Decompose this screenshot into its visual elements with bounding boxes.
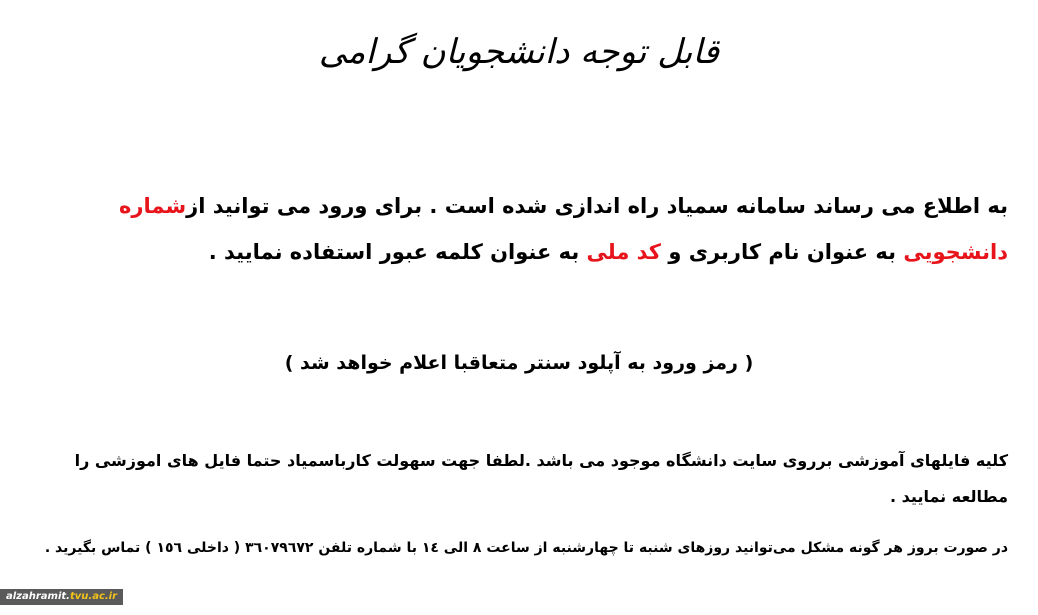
site-watermark [0,589,123,605]
student-number-highlight: شماره دانشجویی [119,194,1008,264]
instructions-text-part3: به عنوان کلمه عبور استفاده نمایید . [208,240,587,264]
contact-info-paragraph: در صورت بروز هر گونه مشکل می‌توانید روزهای شنبه تا چهارشنبه از ساعت ۸ الی ۱٤ با شماره تلفن ۳٦۰۷۹٦۷۲ ( داخلی ۱٥٦ ) تماس بگیرید . [44,540,1008,556]
upload-center-notice: ( رمز ورود به آپلود سنتر متعاقبا اعلام خواهد شد ) [284,352,754,374]
login-instructions-paragraph [20,183,1008,275]
watermark-prefix: alzahramit. [6,591,70,602]
instructions-text-part1: به اطلاع می رساند سامانه سمیاد راه اندازی شده است . برای ورود می توانید از [186,194,1008,218]
national-code-highlight: کد ملی [586,240,662,264]
page-title: قابل توجه دانشجویان گرامی [318,32,720,72]
training-files-paragraph: کلیه فایلهای آموزشی برروی سایت دانشگاه موجود می باشد .لطفا جهت سهولت کارباسمیاد حتما فایل های اموزشی را مطالعه نمایید . [74,451,1008,506]
instructions-text-part2: به عنوان نام کاربری و [661,240,904,264]
watermark-domain: tvu.ac.ir [69,591,118,602]
